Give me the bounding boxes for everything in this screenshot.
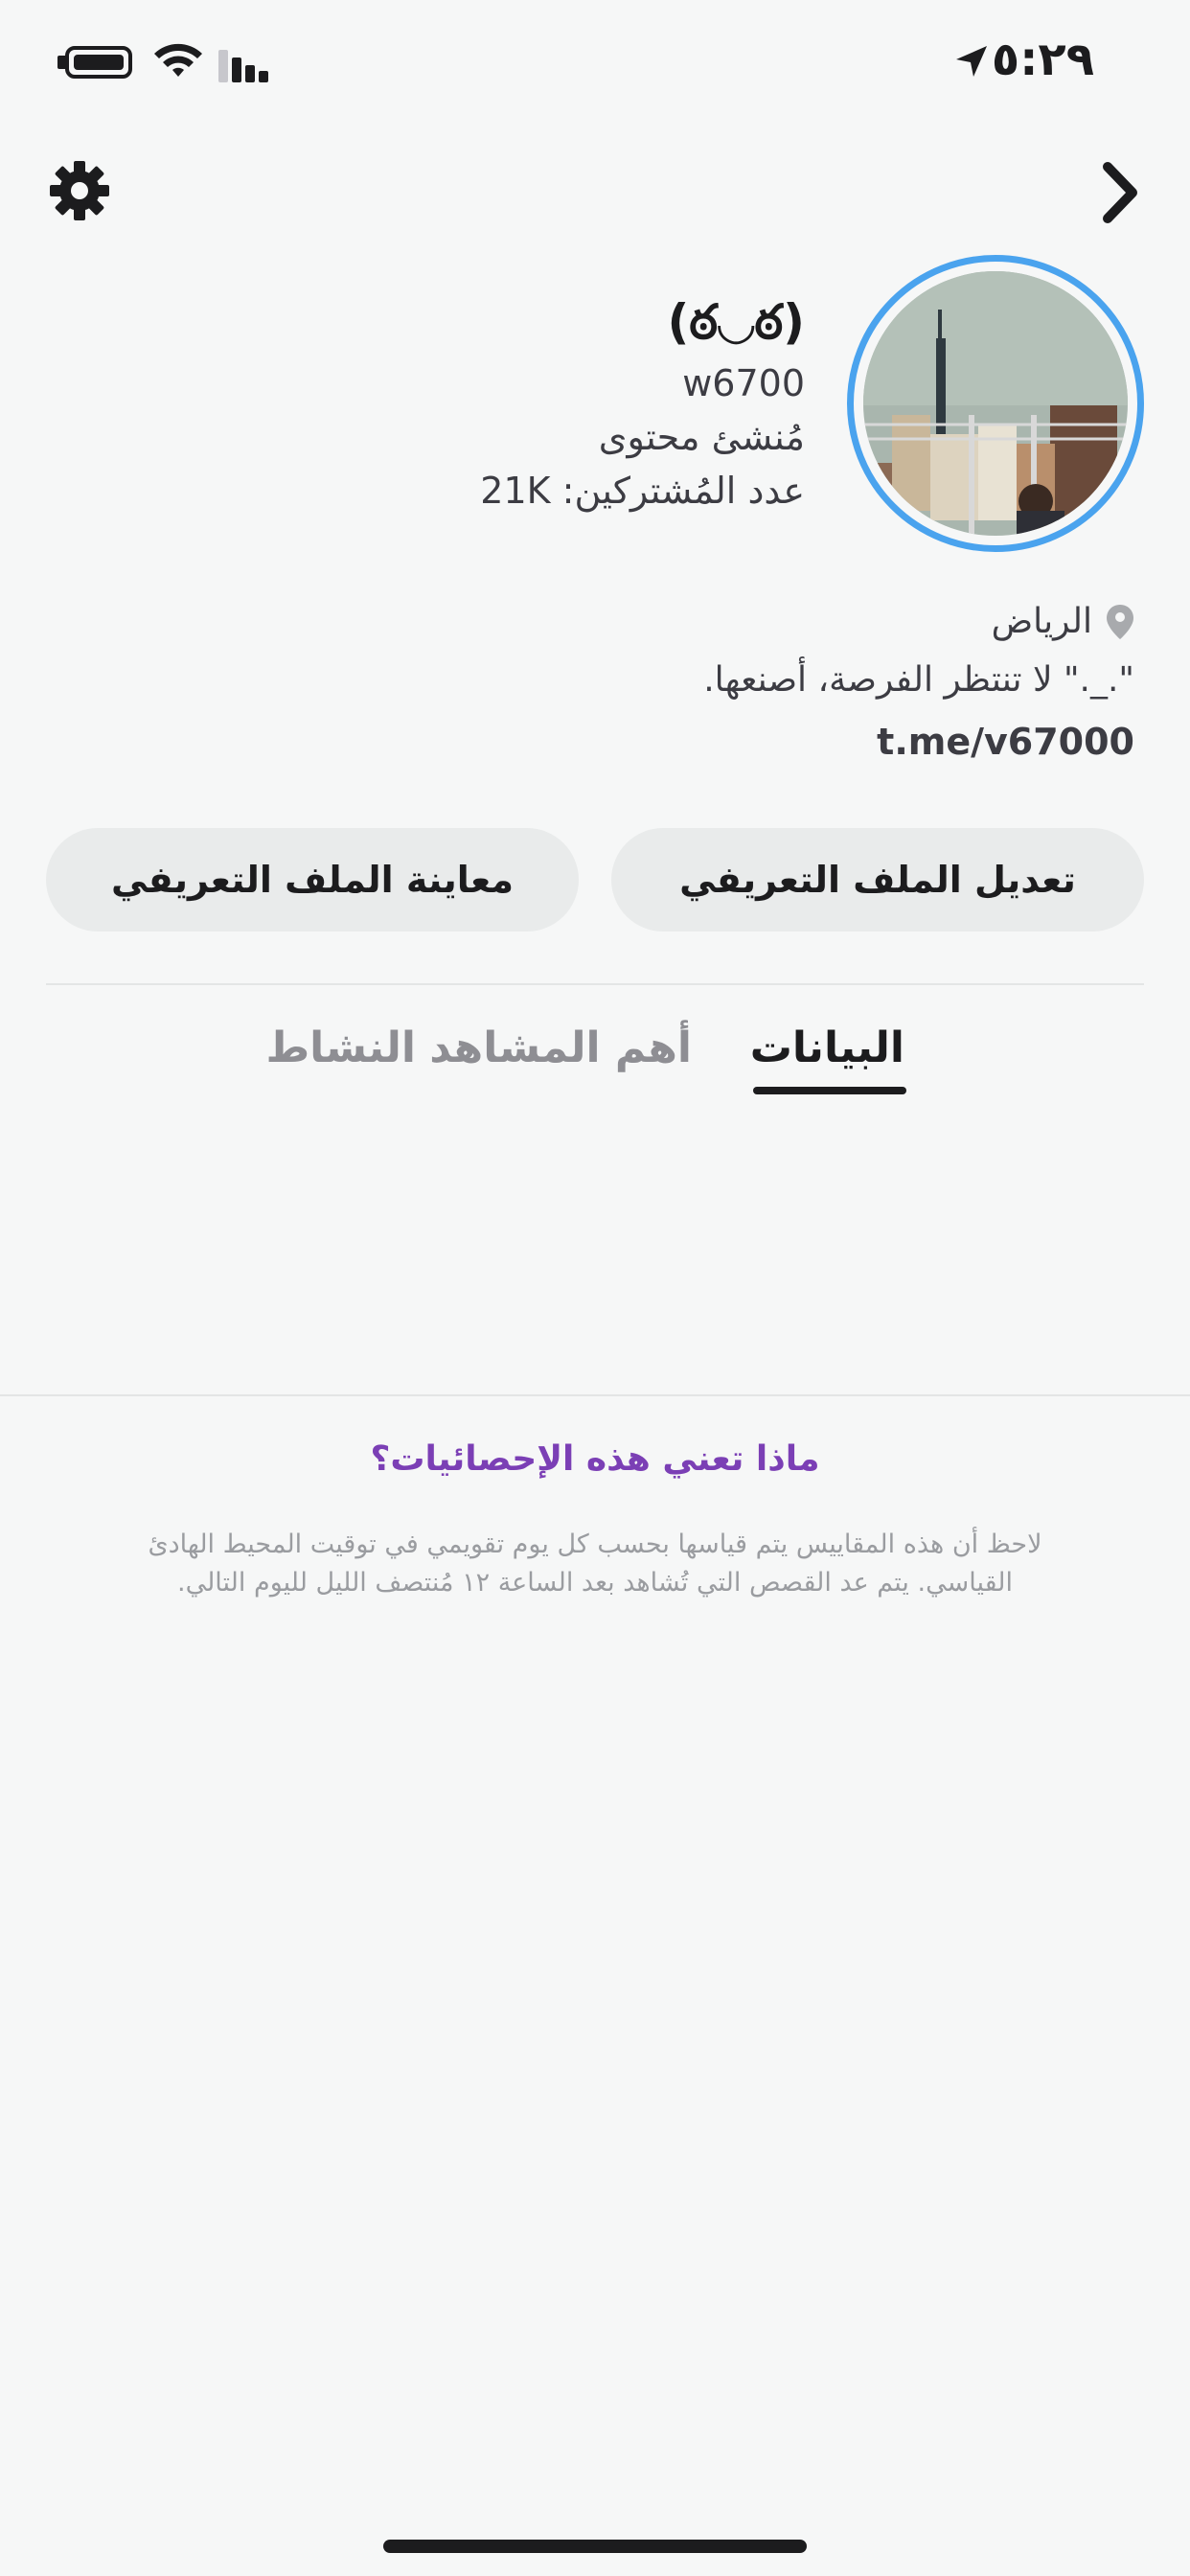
chevron-right-icon[interactable]: [1090, 159, 1148, 226]
stats-info-link[interactable]: ماذا تعني هذه الإحصائيات؟: [370, 1439, 820, 1479]
location-pin-icon: [1106, 604, 1134, 640]
status-bar: [0, 0, 1190, 125]
location-row: [703, 594, 1134, 650]
tab-activity[interactable]: النشاط: [265, 1024, 416, 1072]
status-time: ٥:٢٩: [991, 33, 1094, 86]
preview-profile-button[interactable]: معاينة الملف التعريفي: [46, 828, 579, 932]
subscriber-count: عدد المُشتركين: 21K: [480, 470, 805, 512]
location-arrow-icon: [954, 44, 989, 79]
avatar-image: [863, 271, 1128, 536]
stats-info-text: لاحظ أن هذه المقاييس يتم قياسها بحسب كل يوم تقويمي في توقيت المحيط الهادئ القياسي. يتم عد القصص التي تُشاهد بعد الساعة ١٢ مُنتصف الليل لليوم التالي.: [148, 1530, 1042, 1598]
username: w6700: [682, 362, 805, 404]
battery-icon: [65, 46, 132, 79]
avatar[interactable]: [847, 255, 1144, 552]
battery-nub: [57, 56, 65, 69]
active-tab-indicator: [753, 1087, 906, 1094]
profile-tabs: [0, 1016, 1190, 1102]
tab-highlights[interactable]: أهم المشاهد: [429, 1024, 692, 1072]
wifi-icon: [153, 42, 203, 80]
edit-profile-button[interactable]: تعديل الملف التعريفي: [611, 828, 1144, 932]
home-indicator[interactable]: [383, 2540, 807, 2553]
location-text: الرياض: [991, 602, 1092, 641]
bio-link[interactable]: t.me/v67000: [877, 721, 1134, 763]
bio-text: "._." لا تنتظر الفرصة، أصنعها.: [703, 660, 1134, 700]
divider: [0, 1394, 1190, 1396]
profile-info: [480, 288, 805, 518]
signal-icon: [218, 50, 276, 82]
bio-section: [703, 594, 1134, 772]
tab-data[interactable]: البيانات: [749, 1024, 904, 1072]
display-name: (ఠ◡ఠ): [667, 294, 805, 350]
divider: [46, 983, 1144, 985]
role-label: مُنشئ محتوى: [598, 416, 805, 458]
gear-icon[interactable]: [48, 159, 111, 222]
